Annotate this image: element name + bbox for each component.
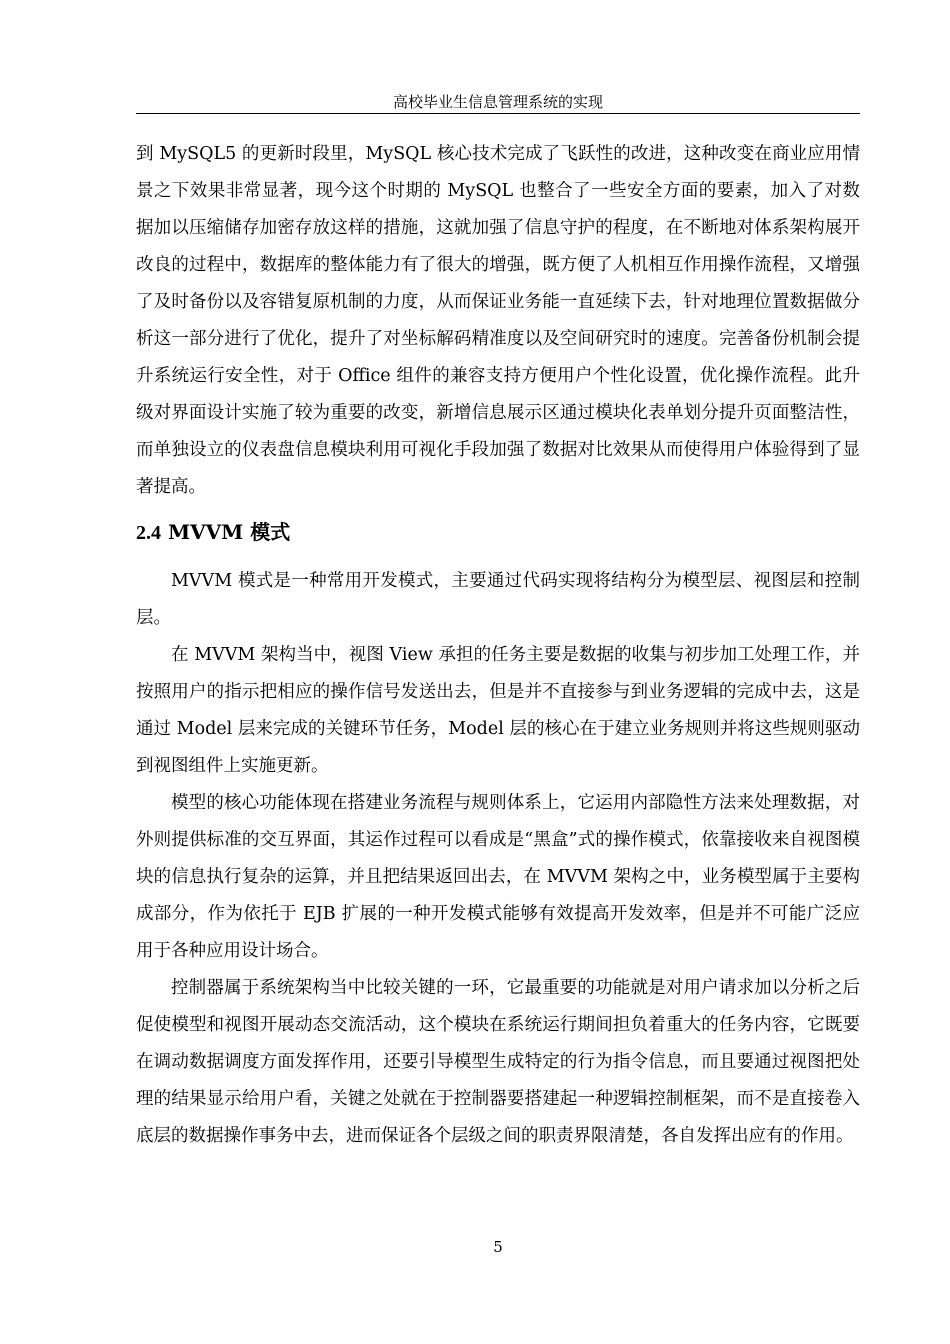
section-heading-mvvm	[136, 512, 860, 553]
body-text	[136, 136, 860, 1155]
page-number: 5	[493, 1238, 503, 1256]
paragraph-model-layer: 模型的核心功能体现在搭建业务流程与规则体系上，它运用内部隐性方法来处理数据，对外则提供标准的交互界面，其运作过程可以看成是“黑盒”式的操作模式，依靠接收来自视图模块的信息执行复杂的运算，并且把结果返回出去，在 MVVM 架构之中，业务模型属于主要构成部分，作为依托于 EJB 扩展的一种开发模式能够有效提高开发效率，但是并不可能广泛应用于各种应用设计场合。	[136, 793, 860, 961]
running-header: 高校毕业生信息管理系统的实现	[392, 93, 603, 111]
paragraph-view-layer: 在 MVVM 架构当中，视图 View 承担的任务主要是数据的收集与初步加工处理工作，并按照用户的指示把相应的操作信号发送出去，但是并不直接参与到业务逻辑的完成中去，这是通过 Model 层来完成的关键环节任务，Model 层的核心在于建立业务规则并将这些规则驱动到视图组件上实施更新。	[136, 645, 860, 776]
paragraph-mysql-evolution: 到 MySQL5 的更新时段里，MySQL 核心技术完成了飞跃性的改进，这种改变在商业应用情景之下效果非常显著，现今这个时期的 MySQL 也整合了一些安全方面的要素，加入了对数据加以压缩储存加密存放这样的措施，这就加强了信息守护的程度，在不断地对体系架构展开改良的过程中，数据库的整体能力有了很大的增强，既方便了人机相互作用操作流程，又增强了及时备份以及容错复原机制的力度，从而保证业务能一直延续下去，针对地理位置数据做分析这一部分进行了优化，提升了对坐标解码精准度以及空间研究时的速度。完善备份机制会提升系统运行安全性，对于 Office 组件的兼容支持方便用户个性化设置，优化操作流程。此升级对界面设计实施了较为重要的改变，新增信息展示区通过模块化表单划分提升页面整洁性，而单独设立的仪表盘信息模块利用可视化手段加强了数据对比效果从而使得用户体验得到了显著提高。	[136, 144, 860, 497]
header-rule	[136, 113, 860, 114]
paragraph-controller-layer: 控制器属于系统架构当中比较关键的一环，它最重要的功能就是对用户请求加以分析之后促使模型和视图开展动态交流活动，这个模块在系统运行期间担负着重大的任务内容，它既要在调动数据调度方面发挥作用，还要引导模型生成特定的行为指令信息，而且要通过视图把处理的结果显示给用户看，关键之处就在于控制器要搭建起一种逻辑控制框架，而不是直接卷入底层的数据操作事务中去，进而保证各个层级之间的职责界限清楚，各自发挥出应有的作用。	[136, 978, 860, 1146]
paragraph-mvvm-intro: MVVM 模式是一种常用开发模式，主要通过代码实现将结构分为模型层、视图层和控制层。	[136, 571, 860, 628]
section-title: MVVM 模式	[167, 520, 291, 544]
section-number: 2.4	[136, 522, 161, 544]
